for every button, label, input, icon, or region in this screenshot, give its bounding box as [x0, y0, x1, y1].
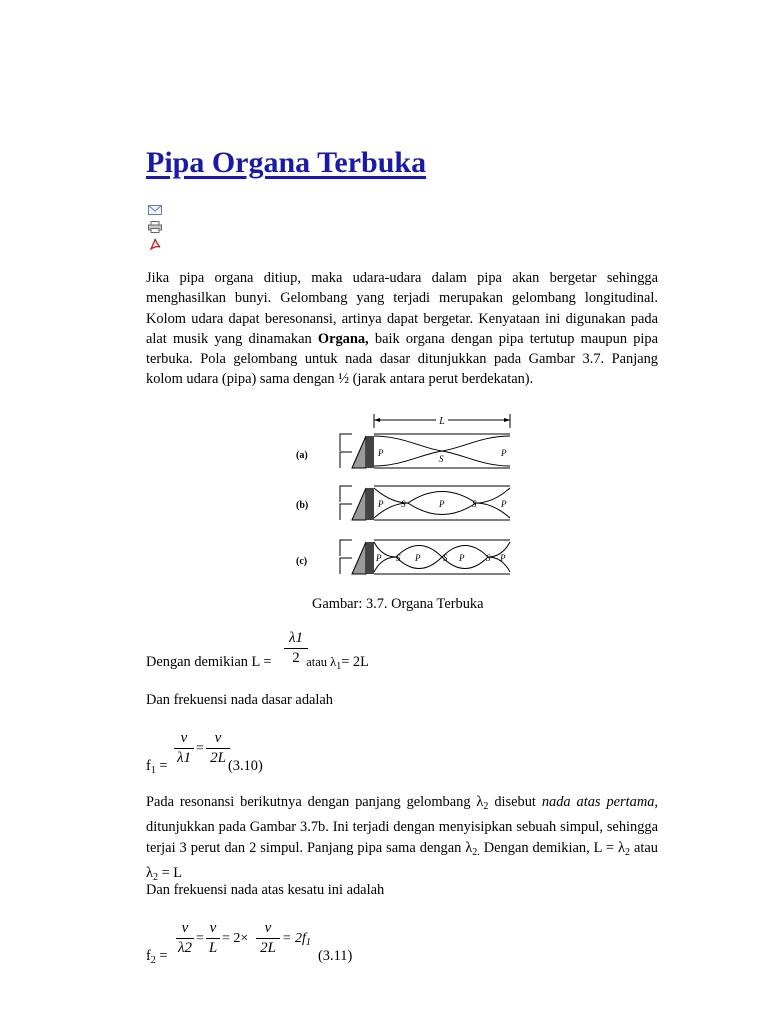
fraction-v-lambda2: [176, 920, 194, 957]
node-label: P: [378, 448, 384, 458]
fraction-numerator: v: [264, 920, 272, 936]
row-label: (b): [296, 500, 309, 511]
nada-atas-term: nada atas pertama,: [541, 794, 659, 810]
frequency-symbol: f: [146, 758, 151, 774]
equals-text: =: [155, 948, 168, 964]
fraction-v-lambda1: [174, 730, 194, 767]
figure-caption: Gambar: 3.7. Organa Terbuka: [312, 596, 484, 612]
text: atau λ: [146, 839, 658, 881]
fraction-numerator: v: [181, 920, 189, 936]
fraction-numerator: v: [209, 920, 217, 936]
text: Dengan demikian, L = λ: [479, 839, 626, 856]
subscript: 2: [152, 871, 158, 883]
equation-line: [146, 758, 168, 776]
organa-term: Organa,: [317, 330, 369, 347]
node-label: P: [439, 499, 445, 509]
equation-line: [146, 948, 168, 966]
node-label: P: [459, 553, 465, 563]
equals-text: =: [155, 758, 168, 774]
subscript: 2.: [472, 846, 480, 858]
row-label: (c): [296, 556, 308, 567]
fraction-v-2l: [256, 920, 280, 957]
text: = 2f: [282, 931, 306, 946]
equation-number: (3.10): [228, 758, 263, 774]
subscript: 1: [305, 937, 311, 948]
node-label: S: [486, 553, 491, 563]
equals-sign: =: [196, 931, 204, 946]
node-label: P: [501, 448, 507, 458]
pipe-row-b: [296, 486, 510, 520]
equation-suffix: atau λ: [303, 655, 337, 669]
node-label: S: [443, 553, 448, 563]
pdf-icon[interactable]: [148, 238, 162, 250]
equation-prefix: Dengan demikian L =: [146, 654, 276, 670]
text: disebut: [488, 794, 542, 810]
print-icon[interactable]: [148, 221, 162, 233]
intro-text: Jika pipa organa ditiup, maka udara-udara dalam pipa akan bergetar sehingga menghasilkan bunyi. Gelombang yang terjadi merupakan gelombang longitudinal. Kolom udara dapat beresonansi, artinya dapat bergetar. Kenyataan ini digunakan pada alat musik yang dinamakan: [146, 270, 658, 347]
fraction-numerator: v: [214, 730, 222, 746]
fraction-denominator: λ2: [178, 940, 192, 956]
equation-suffix-end: = 2L: [341, 654, 369, 670]
length-label: L: [439, 416, 445, 427]
subscript: 2: [625, 846, 631, 858]
fraction-denominator: 2L: [210, 750, 226, 766]
node-label: S: [396, 553, 401, 563]
fraction-v-l: [206, 920, 220, 957]
text: Pada resonansi berikutnya dengan panjang gelombang λ: [146, 794, 484, 810]
frequency-symbol: f: [146, 948, 151, 964]
node-label: P: [500, 553, 506, 563]
times-two: = 2×: [222, 931, 249, 946]
equals-sign: =: [196, 741, 204, 756]
fraction-numerator: λ1: [289, 630, 303, 646]
share-icons: [148, 204, 164, 255]
node-label: P: [415, 553, 421, 563]
intro-text-rest: baik organa dengan pipa tertutup maupun pipa terbuka. Pola gelombang untuk nada dasar ditunjukkan pada Gambar 3.7. Panjang kolom udara (pipa) sama dengan ½ (jarak antara perut berdekatan).: [146, 330, 658, 388]
node-label: P: [376, 553, 382, 563]
subscript: 1: [336, 661, 342, 672]
fraction-numerator: v: [180, 730, 188, 746]
intro-paragraph: [146, 268, 658, 390]
fraction-v-2l: [206, 730, 230, 767]
subscript: 1: [150, 765, 156, 776]
page-title[interactable]: Pipa Organa Terbuka: [146, 146, 427, 179]
subscript: 2: [483, 801, 489, 812]
subscript: 2: [150, 955, 156, 966]
fraction-denominator: 2: [292, 650, 300, 666]
pipe-row-c: [296, 540, 510, 574]
pipe-row-a: [296, 434, 510, 468]
equation-line: [146, 654, 369, 672]
text: = L: [157, 864, 183, 881]
fraction-denominator: L: [208, 940, 218, 956]
text: ditunjukkan pada Gambar 3.7b. Ini terjadi dengan menyisipkan sebuah simpul, sehingga terjai 3 perut dan 2 simpul. Panjang pipa sama dengan λ: [146, 819, 658, 856]
node-label: S: [472, 499, 477, 509]
text-frekuensi-dasar: Dan frekuensi nada dasar adalah: [146, 692, 333, 708]
node-label: S: [439, 454, 444, 464]
text-frekuensi-atas: Dan frekuensi nada atas kesatu ini adalah: [146, 882, 385, 898]
email-icon[interactable]: [148, 204, 162, 216]
node-label: S: [401, 499, 406, 509]
organ-pipe-figure: [292, 408, 522, 590]
node-label: P: [378, 499, 384, 509]
node-label: P: [501, 499, 507, 509]
nada-atas-paragraph: [146, 792, 658, 888]
fraction-denominator: 2L: [260, 940, 276, 956]
equation-number: (3.11): [318, 948, 353, 964]
equals-2f1: [282, 931, 311, 948]
fraction-denominator: λ1: [177, 750, 191, 766]
row-label: (a): [296, 450, 308, 461]
